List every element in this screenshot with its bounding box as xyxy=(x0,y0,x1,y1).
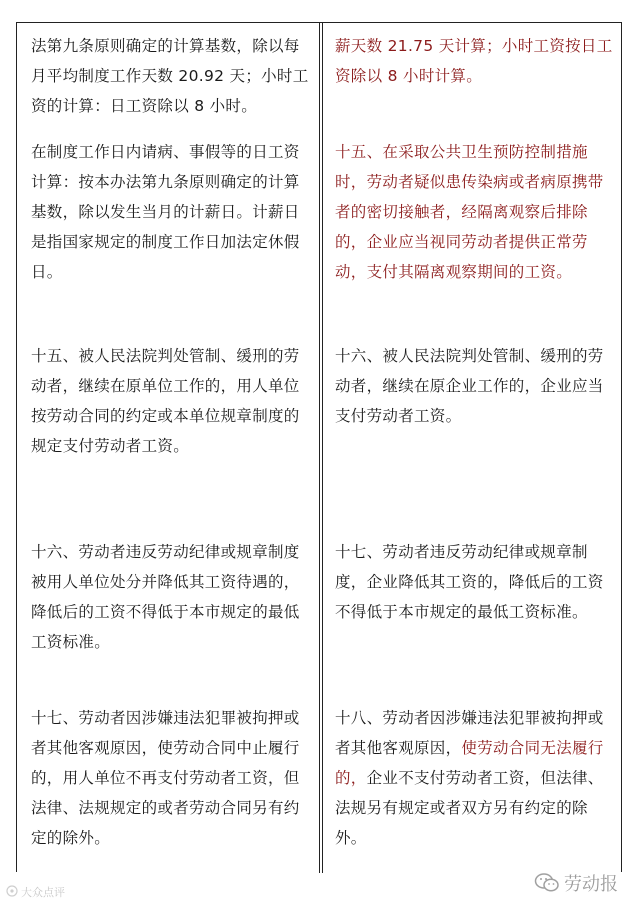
logo-text: 劳动报 xyxy=(564,874,618,895)
brand-logo xyxy=(534,870,618,896)
left-paragraph-5: 十七、劳动者因涉嫌违法犯罪被拘押或者其他客观原因，使劳动合同中止履行的，用人单位不再支付劳动者工资，但法律、法规规定的或者劳动合同另有约定的除外。 xyxy=(31,709,300,847)
watermark-icon xyxy=(6,885,18,900)
right-paragraph-2: 十五、在采取公共卫生预防控制措施时，劳动者疑似患传染病或者病原携带者的密切接触者，经隔离观察后排除的，企业应当视同劳动者提供正常劳动，支付其隔离观察期间的工资。 xyxy=(335,143,604,281)
left-paragraph-3: 十五、被人民法院判处管制、缓刑的劳动者，继续在原单位工作的，用人单位按劳动合同的约定或本单位规章制度的规定支付劳动者工资。 xyxy=(31,347,300,455)
right-paragraph-5-part-c: 企业不支付劳动者工资，但法律、法规另有规定或者双方另有约定的除外。 xyxy=(335,769,604,847)
right-paragraph-5 xyxy=(335,703,613,853)
right-paragraph-1: 薪天数 21.75 天计算；小时工资按日工资除以 8 小时计算。 xyxy=(335,37,613,85)
left-paragraph-1: 法第九条原则确定的计算基数，除以每月平均制度工作天数 20.92 天；小时工资的计算：日工资除以 8 小时。 xyxy=(31,37,309,115)
left-paragraph-2: 在制度工作日内请病、事假等的日工资计算：按本办法第九条原则确定的计算基数，除以发生当月的计薪日。计薪日是指国家规定的制度工作日加法定休假日。 xyxy=(31,143,300,281)
column-divider xyxy=(319,23,320,873)
left-paragraph-4: 十六、劳动者违反劳动纪律或规章制度被用人单位处分并降低其工资待遇的，降低后的工资不得低于本市规定的最低工资标准。 xyxy=(31,543,300,651)
column-divider-inner xyxy=(322,23,323,873)
comparison-table xyxy=(16,22,622,872)
right-paragraph-5-highlight: 使劳动合同无法履行的， xyxy=(335,739,604,787)
right-paragraph-3: 十六、被人民法院判处管制、缓刑的劳动者，继续在原企业工作的，企业应当支付劳动者工资。 xyxy=(335,347,604,425)
right-paragraph-5-part-a: 十八、劳动者因涉嫌违法犯罪被拘押或者其他客观原因， xyxy=(335,709,604,757)
watermark xyxy=(6,884,65,900)
right-paragraph-4: 十七、劳动者违反劳动纪律或规章制度，企业降低其工资的，降低后的工资不得低于本市规定的最低工资标准。 xyxy=(335,543,604,621)
wechat-icon xyxy=(534,872,560,894)
watermark-text: 大众点评 xyxy=(21,886,65,899)
